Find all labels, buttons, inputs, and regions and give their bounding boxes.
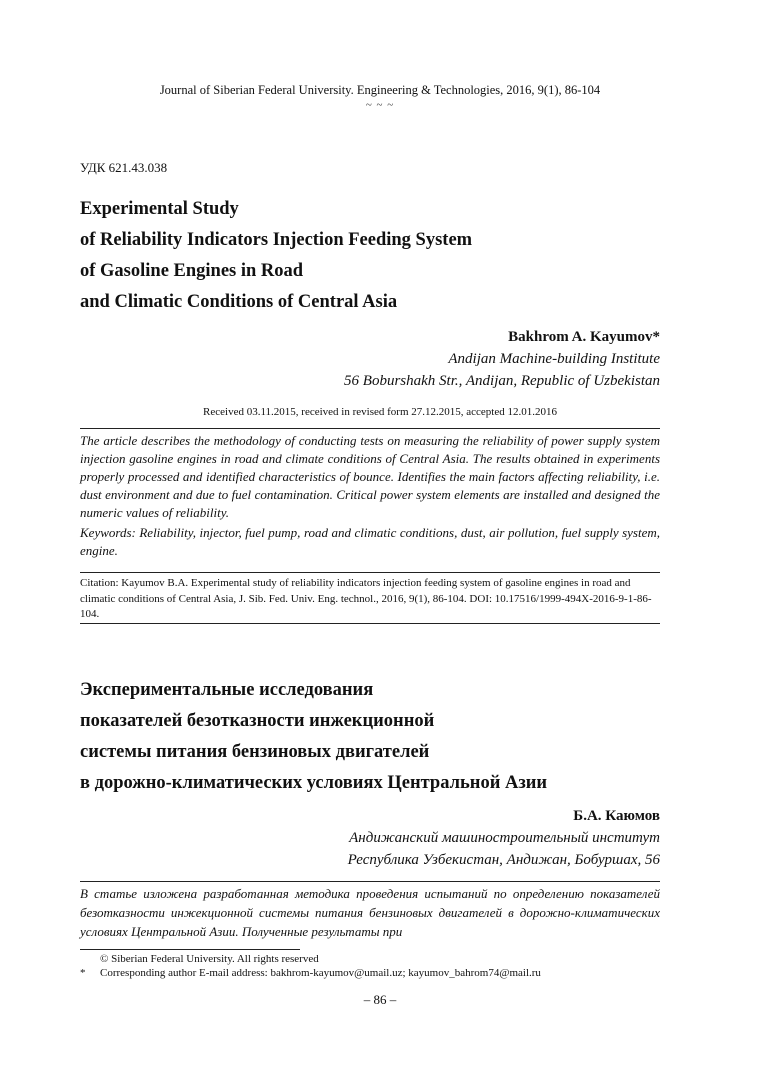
citation-bottom-rule xyxy=(80,623,660,624)
copyright-footnote: © Siberian Federal University. All rights reserved xyxy=(100,953,319,965)
citation-top-rule xyxy=(80,572,660,573)
russian-abstract: В статье изложена разработанная методика проведения испытаний по определению показателей безотказности инжекционной системы питания бензиновых двигателей в дорожно-климатических условиях Центральной Азии. Полученные результаты при xyxy=(80,886,660,939)
title-line: of Reliability Indicators Injection Feeding System xyxy=(80,230,473,250)
author-address: 56 Boburshakh Str., Andijan, Republic of Uzbekistan xyxy=(344,373,660,389)
title-line: and Climatic Conditions of Central Asia xyxy=(80,292,398,312)
title-line: of Gasoline Engines in Road xyxy=(80,261,304,281)
russian-abstract-top-rule xyxy=(80,881,660,882)
corresponding-author-footnote: * Corresponding author E-mail address: bakhrom-kayumov@umail.uz; kayumov_bahrom74@mail.ru xyxy=(80,967,541,979)
russian-author-block xyxy=(348,805,660,871)
russian-title xyxy=(80,675,547,799)
author-name: Bakhrom A. Kayumov* xyxy=(508,329,660,345)
title-line: Экспериментальные исследования xyxy=(80,680,374,700)
footnote-rule xyxy=(80,949,300,950)
title-line: показателей безотказности инжекционной xyxy=(80,711,435,731)
author-affiliation: Андижанский машиностроительный институт xyxy=(349,830,660,846)
english-abstract: The article describes the methodology of conducting tests on measuring the reliability of power supply system injection gasoline engines in road and climate conditions of Central Asia. The results obtained in experiments properly processed and identified characteristics of bounce. Identifies the main factors affecting reliability, i.e. dust environment and due to fuel contamination. Critical power system elements are installed and designed the numeric values of reliability. xyxy=(80,433,660,520)
author-affiliation: Andijan Machine-building Institute xyxy=(448,351,660,367)
title-line: системы питания бензиновых двигателей xyxy=(80,742,430,762)
keywords: Keywords: Reliability, injector, fuel pump, road and climatic conditions, dust, air pollution, fuel supply system, engine. xyxy=(80,525,660,558)
page-number: – 86 – xyxy=(363,992,397,1007)
footnote-marker: * xyxy=(80,967,86,979)
english-author-block xyxy=(344,326,660,392)
title-line: Experimental Study xyxy=(80,199,239,219)
title-line: в дорожно-климатических условиях Центральной Азии xyxy=(80,773,548,793)
author-address: Республика Узбекистан, Андижан, Бобуршах, 56 xyxy=(347,852,660,868)
header-separator: ~ ~ ~ xyxy=(365,99,395,111)
english-title xyxy=(80,194,472,318)
author-name: Б.А. Каюмов xyxy=(573,808,660,824)
udk-code: УДК 621.43.038 xyxy=(80,160,168,175)
received-dates: Received 03.11.2015, received in revised form 27.12.2015, accepted 12.01.2016 xyxy=(203,406,557,418)
abstract-top-rule xyxy=(80,428,660,429)
citation: Citation: Kayumov B.A. Experimental study of reliability indicators injection feeding system of gasoline engines in road and climatic conditions of Central Asia, J. Sib. Fed. Univ. Eng. technol., 2016, 9(1), 86-104. DOI: 10.17516/1999-494X-2016-9-1-86-104. xyxy=(80,577,652,620)
journal-header: Journal of Siberian Federal University. Engineering & Technologies, 2016, 9(1), 86-104 xyxy=(159,83,601,97)
